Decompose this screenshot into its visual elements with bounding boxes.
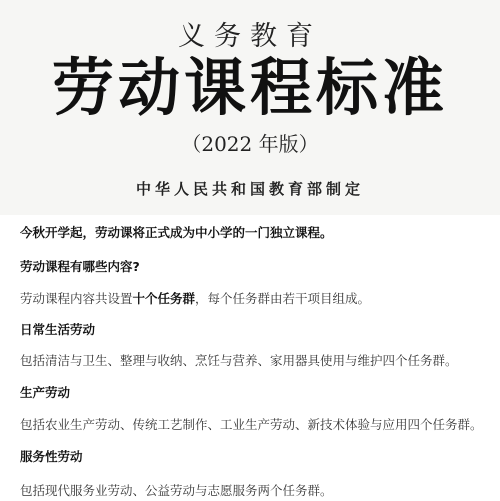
summary-text-before: 劳动课程内容共设置 [20, 291, 133, 306]
section-heading-service: 服务性劳动 [20, 449, 83, 464]
section-text-service: 包括现代服务业劳动、公益劳动与志愿服务两个任务群。 [20, 483, 333, 498]
section-text-production: 包括农业生产劳动、传统工艺制作、工业生产劳动、新技术体验与应用四个任务群。 [20, 417, 483, 432]
series-label: 义务教育 [178, 21, 322, 52]
edition-label: （2022 年版） [181, 132, 319, 156]
section-text-daily-life: 包括清洁与卫生、整理与收纳、烹饪与营养、家用器具使用与维护四个任务群。 [20, 353, 458, 368]
question-heading: 劳动课程有哪些内容? [20, 259, 140, 274]
section-heading-daily-life: 日常生活劳动 [20, 322, 96, 337]
book-cover [0, 0, 500, 215]
summary-emphasis: 十个任务群 [132, 291, 196, 306]
summary-text-after: ，每个任务群由若干项目组成。 [195, 291, 371, 306]
issuer-label: 中华人民共和国教育部制定 [135, 180, 364, 198]
summary-paragraph [20, 290, 370, 307]
section-heading-production: 生产劳动 [20, 385, 71, 400]
intro-paragraph: 今秋开学起，劳动课将正式成为中小学的一门独立课程。 [20, 225, 333, 240]
book-title: 劳动课程标准 [51, 51, 448, 124]
